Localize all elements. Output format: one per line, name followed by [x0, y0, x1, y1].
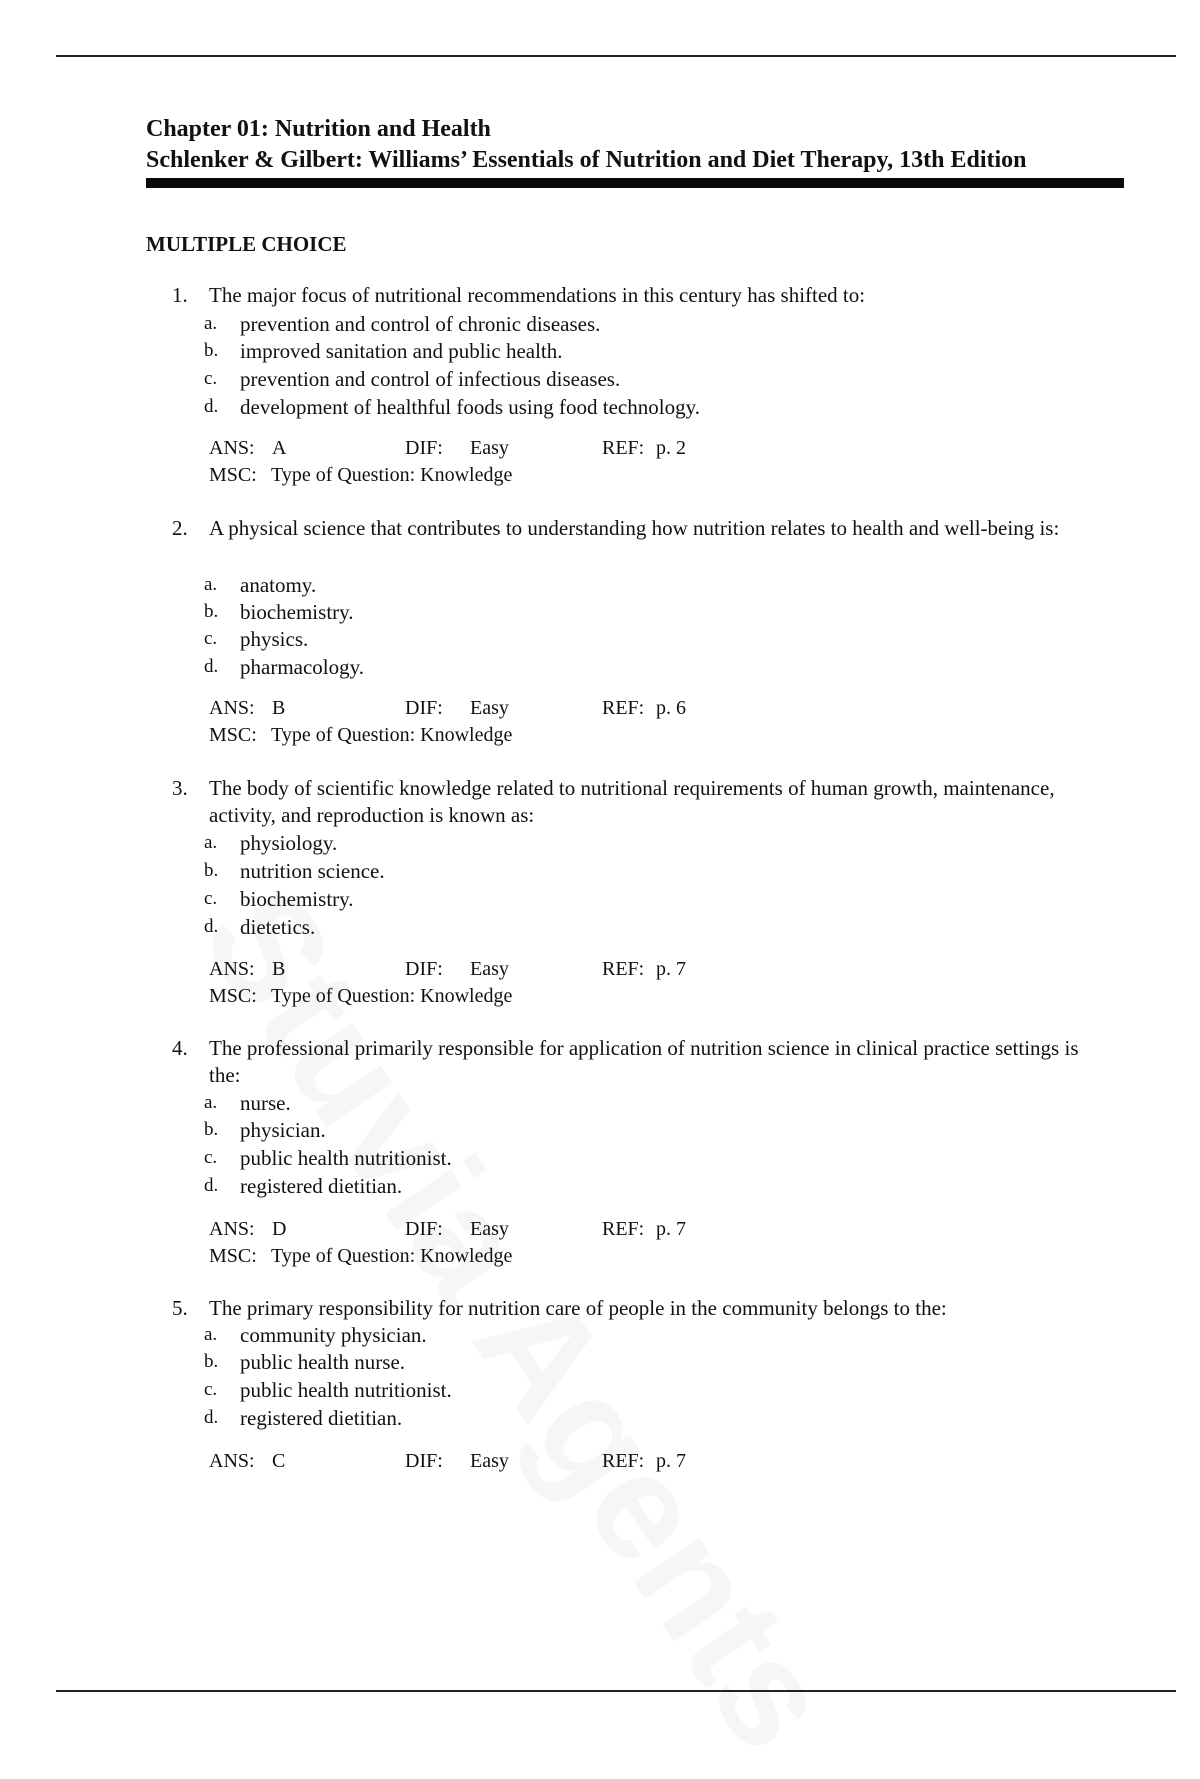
answer-option: [0, 1348, 1200, 1376]
option-letter: a.: [204, 574, 218, 595]
document-header: [146, 114, 1126, 176]
chapter-title: Chapter 01: Nutrition and Health: [146, 116, 491, 142]
ans-value: C: [272, 1450, 286, 1472]
ans-label: ANS:: [209, 437, 255, 459]
option-text: biochemistry.: [240, 600, 354, 624]
option-letter: a.: [204, 832, 218, 853]
ans-value: B: [272, 958, 286, 980]
option-text: public health nutritionist.: [240, 1378, 452, 1402]
dif-label: DIF:: [405, 437, 443, 459]
question-text: The body of scientific knowledge related to nutritional requirements of human growth, maintenance, activity, and reproduction is known as:: [209, 776, 1055, 827]
answer-option: [0, 393, 1200, 421]
option-letter: b.: [204, 340, 219, 361]
dif-value: Easy: [470, 958, 509, 980]
dif-label: DIF:: [405, 1218, 443, 1240]
answer-option: [0, 1321, 1200, 1349]
option-letter: d.: [204, 1407, 219, 1428]
answer-meta: [0, 1448, 1200, 1475]
option-letter: b.: [204, 860, 219, 881]
ans-value: D: [272, 1218, 287, 1240]
msc-label: MSC:: [209, 985, 257, 1007]
option-letter: d.: [204, 656, 219, 677]
answer-meta: [0, 956, 1200, 983]
answer-option: [0, 1116, 1200, 1144]
book-title: Schlenker & Gilbert: Williams’ Essentials of Nutrition and Diet Therapy, 13th Edition: [146, 147, 1027, 173]
ans-label: ANS:: [209, 958, 255, 980]
answer-meta: [0, 695, 1200, 722]
answer-option: [0, 1144, 1200, 1172]
option-text: dietetics.: [240, 915, 316, 939]
ans-value: B: [272, 697, 286, 719]
section-title: MULTIPLE CHOICE: [146, 232, 347, 256]
option-text: nurse.: [240, 1091, 291, 1115]
answer-option: [0, 365, 1200, 393]
option-letter: d.: [204, 1175, 219, 1196]
option-text: community physician.: [240, 1323, 427, 1347]
ref-value: p. 7: [656, 958, 686, 980]
msc-label: MSC:: [209, 724, 257, 746]
option-text: nutrition science.: [240, 859, 385, 883]
answer-option: [0, 829, 1200, 857]
answer-option: [0, 885, 1200, 913]
dif-label: DIF:: [405, 958, 443, 980]
dif-value: Easy: [470, 1450, 509, 1472]
ans-value: A: [272, 437, 287, 459]
answer-option: [0, 1089, 1200, 1117]
answer-option: [0, 913, 1200, 941]
option-letter: d.: [204, 916, 219, 937]
dif-label: DIF:: [405, 1450, 443, 1472]
answer-option: [0, 653, 1200, 681]
ans-label: ANS:: [209, 697, 255, 719]
ref-value: p. 7: [656, 1450, 686, 1472]
option-letter: c.: [204, 1379, 218, 1400]
option-text: pharmacology.: [240, 655, 365, 679]
msc-meta: [0, 462, 1200, 489]
option-text: physiology.: [240, 831, 338, 855]
ref-label: REF:: [602, 958, 645, 980]
dif-value: Easy: [470, 1218, 509, 1240]
option-letter: a.: [204, 1092, 218, 1113]
ref-value: p. 2: [656, 437, 686, 459]
answer-option: [0, 857, 1200, 885]
msc-meta: [0, 722, 1200, 749]
msc-meta: [0, 1243, 1200, 1270]
question-text: The primary responsibility for nutrition care of people in the community belongs to the:: [209, 1296, 947, 1320]
dif-value: Easy: [470, 437, 509, 459]
top-rule: [56, 55, 1176, 57]
ref-label: REF:: [602, 697, 645, 719]
question-number: 2.: [172, 516, 188, 540]
option-text: prevention and control of infectious diseases.: [240, 367, 621, 391]
answer-meta: [0, 1216, 1200, 1243]
option-letter: b.: [204, 1351, 219, 1372]
ans-label: ANS:: [209, 1218, 255, 1240]
option-text: physics.: [240, 627, 309, 651]
msc-label: MSC:: [209, 464, 257, 486]
bottom-rule: [56, 1690, 1176, 1692]
option-letter: c.: [204, 628, 218, 649]
ref-value: p. 6: [656, 697, 686, 719]
question-text: The major focus of nutritional recommendations in this century has shifted to:: [209, 283, 866, 307]
option-text: improved sanitation and public health.: [240, 339, 563, 363]
option-letter: c.: [204, 1147, 218, 1168]
question-text: A physical science that contributes to understanding how nutrition relates to health and well-being is:: [209, 516, 1060, 540]
answer-option: [0, 1404, 1200, 1432]
answer-option: [0, 337, 1200, 365]
option-letter: b.: [204, 1119, 219, 1140]
option-text: development of healthful foods using food technology.: [240, 395, 700, 419]
option-letter: b.: [204, 601, 219, 622]
header-rule: [146, 178, 1124, 188]
ref-label: REF:: [602, 1218, 645, 1240]
option-letter: d.: [204, 396, 219, 417]
answer-option: [0, 310, 1200, 338]
answer-option: [0, 1376, 1200, 1404]
ref-value: p. 7: [656, 1218, 686, 1240]
answer-option: [0, 571, 1200, 599]
option-text: prevention and control of chronic diseases.: [240, 312, 601, 336]
dif-value: Easy: [470, 697, 509, 719]
option-letter: a.: [204, 1324, 218, 1345]
option-text: registered dietitian.: [240, 1174, 403, 1198]
ref-label: REF:: [602, 437, 645, 459]
answer-option: [0, 1172, 1200, 1200]
answer-option: [0, 598, 1200, 626]
option-text: physician.: [240, 1118, 326, 1142]
option-text: anatomy.: [240, 573, 317, 597]
answer-meta: [0, 435, 1200, 462]
option-letter: a.: [204, 313, 218, 334]
option-text: public health nurse.: [240, 1350, 406, 1374]
option-letter: c.: [204, 888, 218, 909]
ans-label: ANS:: [209, 1450, 255, 1472]
option-letter: c.: [204, 368, 218, 389]
msc-value: Type of Question: Knowledge: [271, 1245, 513, 1267]
question-text: The professional primarily responsible for application of nutrition science in clinical practice settings is the:: [209, 1036, 1079, 1087]
question-number: 5.: [172, 1296, 188, 1320]
option-text: registered dietitian.: [240, 1406, 403, 1430]
question-number: 1.: [172, 283, 188, 307]
msc-meta: [0, 983, 1200, 1010]
msc-value: Type of Question: Knowledge: [271, 724, 513, 746]
option-text: public health nutritionist.: [240, 1146, 452, 1170]
answer-option: [0, 625, 1200, 653]
option-text: biochemistry.: [240, 887, 354, 911]
msc-value: Type of Question: Knowledge: [271, 985, 513, 1007]
msc-label: MSC:: [209, 1245, 257, 1267]
dif-label: DIF:: [405, 697, 443, 719]
question-number: 3.: [172, 776, 188, 800]
ref-label: REF:: [602, 1450, 645, 1472]
question-number: 4.: [172, 1036, 188, 1060]
msc-value: Type of Question: Knowledge: [271, 464, 513, 486]
